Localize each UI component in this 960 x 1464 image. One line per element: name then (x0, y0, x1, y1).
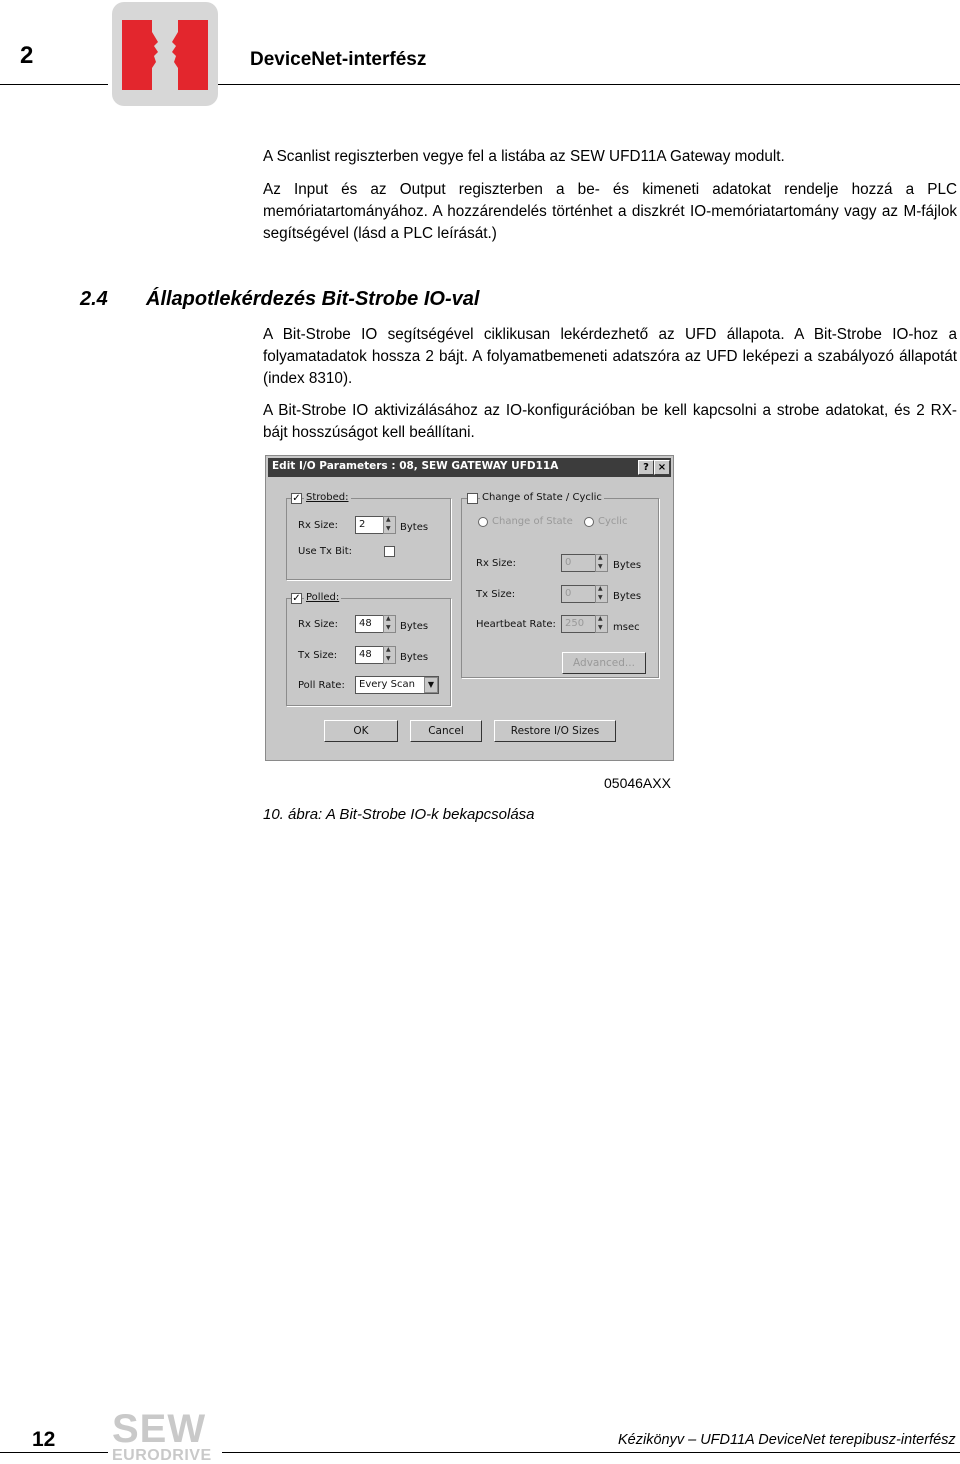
poll-rate-select[interactable]: Every Scan (355, 676, 439, 694)
edit-io-parameters-dialog (265, 455, 674, 761)
cos-cyclic-checkbox[interactable] (467, 493, 478, 504)
paragraph-activation: A Bit-Strobe IO aktivizálásához az IO-konfigurációban be kell kapcsolni a strobe adatokat, és 2 RX-bájt hosszúságot kell beállítani. (263, 402, 957, 441)
strobed-rx-size-label: Rx Size: (298, 520, 338, 531)
restore-io-sizes-button[interactable]: Restore I/O Sizes (494, 720, 616, 742)
polled-rx-size-input[interactable]: 48 (355, 615, 385, 633)
polled-tx-size-spinner[interactable] (383, 646, 396, 664)
chevron-down-icon[interactable]: ▼ (424, 677, 438, 693)
paragraph-scanlist: A Scanlist regiszterben vegye fel a listába az SEW UFD11A Gateway modult. (263, 148, 785, 165)
figure-caption: 10. ábra: A Bit-Strobe IO-k bekapcsolása (263, 806, 535, 823)
section-number: 2.4 (80, 288, 108, 310)
strobed-checkbox[interactable]: ✓ (292, 493, 301, 504)
chapter-number: 2 (20, 42, 34, 69)
cos-tx-size-input[interactable]: 0 (561, 585, 597, 603)
footer-divider (222, 1452, 960, 1453)
header-divider (218, 84, 960, 85)
cos-cyclic-label: Change of State / Cyclic (482, 492, 602, 503)
sew-logo-wordmark: SEW (112, 1407, 207, 1451)
use-tx-bit-checkbox[interactable] (384, 546, 395, 557)
figure-code: 05046AXX (604, 775, 671, 791)
sew-eurodrive-logo (112, 1407, 212, 1464)
strobed-label: Strobed: (306, 492, 349, 503)
heartbeat-rate-label: Heartbeat Rate: (476, 619, 556, 630)
faces-icon (112, 2, 218, 106)
ok-button[interactable]: OK (324, 720, 398, 742)
cancel-button[interactable]: Cancel (410, 720, 482, 742)
section-title: Állapotlekérdezés Bit-Strobe IO-val (146, 288, 480, 310)
polled-checkbox[interactable]: ✓ (292, 593, 301, 604)
dialog-title: Edit I/O Parameters : 08, SEW GATEWAY UFD11A (272, 460, 559, 472)
dialog-titlebar (268, 458, 671, 477)
cos-rx-size-spinner[interactable] (595, 554, 608, 572)
heartbeat-rate-spinner[interactable] (595, 615, 608, 633)
paragraph-input-output: Az Input és az Output regiszterben a be- és kimeneti adatokat rendelje hozzá a PLC memóriatartományához. A hozzárendelés történhet a diszkrét IO-memóriatartomány vagy az M-fájlok segítségével (lásd a PLC leírását.) (263, 181, 957, 242)
polled-tx-size-input[interactable]: 48 (355, 646, 385, 664)
cos-rx-size-input[interactable]: 0 (561, 554, 597, 572)
cos-tx-size-spinner[interactable] (595, 585, 608, 603)
heartbeat-rate-input[interactable]: 250 (561, 615, 597, 633)
polled-tx-size-label: Tx Size: (298, 650, 338, 661)
polled-rx-size-spinner[interactable] (383, 615, 396, 633)
poll-rate-label: Poll Rate: (298, 680, 345, 691)
footer-divider (0, 1452, 108, 1453)
cos-rx-size-label: Rx Size: (476, 558, 516, 569)
radio-cyclic[interactable] (584, 517, 594, 527)
header-divider (0, 84, 108, 85)
strobed-rx-size-spinner[interactable] (383, 516, 396, 534)
strobed-rx-bytes-label: Bytes (400, 522, 429, 533)
polled-label: Polled: (306, 592, 340, 603)
strobed-group (286, 498, 451, 580)
cos-tx-bytes-label: Bytes (613, 591, 642, 602)
paragraph-bit-strobe: A Bit-Strobe IO segítségével ciklikusan lekérdezhető az UFD állapota. A Bit-Strobe IO-hoz a folyamatadatok hossza 2 bájt. A folyamatbemeneti adatszóra az UFD leképezi a szabályozó állapotát (index 8310). (263, 326, 957, 387)
footer-manual-title: Kézikönyv – UFD11A DeviceNet terepibusz-interfész (618, 1432, 956, 1448)
polled-tx-bytes-label: Bytes (400, 652, 429, 663)
radio-cyclic-label: Cyclic (598, 516, 628, 527)
strobed-rx-size-input[interactable]: 2 (355, 516, 385, 534)
page-number: 12 (32, 1428, 56, 1451)
cos-rx-bytes-label: Bytes (613, 560, 642, 571)
advanced-button[interactable]: Advanced... (562, 652, 646, 674)
radio-change-of-state-label: Change of State (492, 516, 573, 527)
cos-tx-size-label: Tx Size: (476, 589, 516, 600)
profile-faces-logo (112, 2, 218, 106)
use-tx-bit-label: Use Tx Bit: (298, 546, 352, 557)
close-button[interactable]: × (654, 460, 670, 475)
heartbeat-msec-label: msec (613, 622, 640, 633)
polled-rx-size-label: Rx Size: (298, 619, 338, 630)
polled-rx-bytes-label: Bytes (400, 621, 429, 632)
chapter-title: DeviceNet-interfész (250, 49, 427, 70)
radio-change-of-state[interactable] (478, 517, 488, 527)
eurodrive-logo-wordmark: EURODRIVE (112, 1447, 212, 1464)
help-button[interactable]: ? (638, 460, 654, 475)
